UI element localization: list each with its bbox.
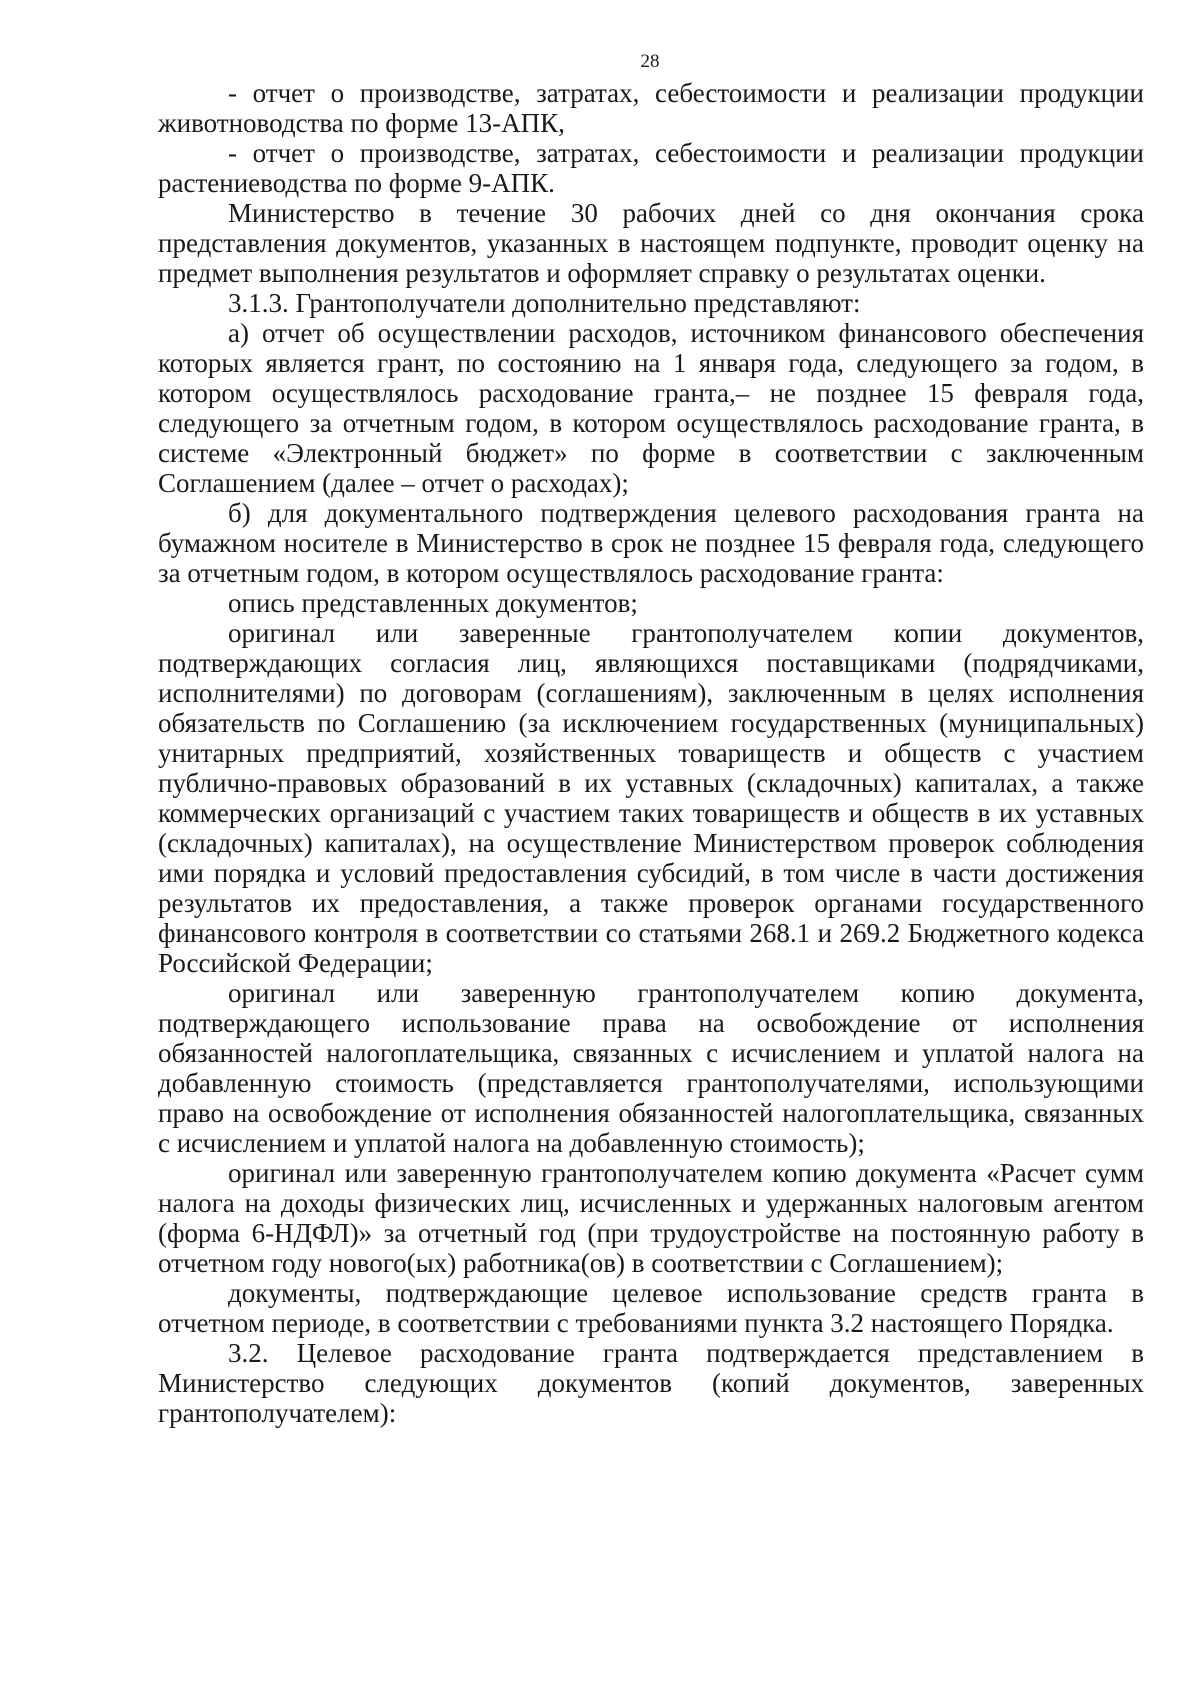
page-number: 28 (640, 51, 660, 72)
paragraph-target-use-documents: документы, подтверждающие целевое использование средств гранта в отчетном периоде, в соответствии с требованиями пункта 3.2 настоящего Порядка. (158, 1278, 1144, 1338)
paragraph-section-3-1-3: 3.1.3. Грантополучатели дополнительно представляют: (228, 288, 861, 318)
paragraph-livestock-report: - отчет о производстве, затратах, себестоимости и реализации продукции животноводства по форме 13-АПК, (158, 78, 1144, 138)
document-body (158, 78, 1144, 1428)
paragraph-supplier-consents: оригинал или заверенные грантополучателем копии документов, подтверждающих согласия лиц, являющихся поставщиками (подрядчиками, исполнителями) по договорам (соглашениям), заключенным в целях исполнения обязательств по Соглашению (за исключением государственных (муниципальных) унитарных предприятий, хозяйственных товариществ и обществ с участием публично-правовых образований в их уставных (складочных) капиталах, а также коммерческих организаций с участием таких товариществ и обществ в их уставных (складочных) капиталах), на осуществление Министерством проверок соблюдения ими порядка и условий предоставления субсидий, в том числе в части достижения результатов их предоставления, а также проверок органами государственного финансового контроля в соответствии со статьями 268.1 и 269.2 Бюджетного кодекса Российской Федерации; (158, 618, 1144, 978)
paragraph-inventory: опись представленных документов; (228, 588, 638, 618)
paragraph-ministry-evaluation: Министерство в течение 30 рабочих дней со дня окончания срока представления документов, указанных в настоящем подпункте, проводит оценку на предмет выполнения результатов и оформляет справку о результатах оценки. (158, 198, 1144, 288)
paragraph-section-3-2: 3.2. Целевое расходование гранта подтверждается представлением в Министерство следующих документов (копий документов, заверенных грантополучателем): (158, 1338, 1144, 1428)
paragraph-item-a: а) отчет об осуществлении расходов, источником финансового обеспечения которых является грант, по состоянию на 1 января года, следующего за годом, в котором осуществлялось расходование гранта,– не позднее 15 февраля года, следующего за отчетным годом, в котором осуществлялось расходование гранта, в системе «Электронный бюджет» по форме в соответствии с заключенным Соглашением (далее – отчет о расходах); (158, 318, 1144, 498)
paragraph-crop-report: - отчет о производстве, затратах, себестоимости и реализации продукции растениеводства по форме 9-АПК. (158, 138, 1144, 198)
paragraph-item-b: б) для документального подтверждения целевого расходования гранта на бумажном носителе в Министерство в срок не позднее 15 февраля года, следующего за отчетным годом, в котором осуществлялось расходование гранта: (158, 498, 1144, 588)
paragraph-6-ndfl: оригинал или заверенную грантополучателем копию документа «Расчет сумм налога на доходы физических лиц, исчисленных и удержанных налоговым агентом (форма 6-НДФЛ)» за отчетный год (при трудоустройстве на постоянную работу в отчетном году нового(ых) работника(ов) в соответствии с Соглашением); (158, 1158, 1144, 1278)
paragraph-vat-exemption: оригинал или заверенную грантополучателем копию документа, подтверждающего использование права на освобождение от исполнения обязанностей налогоплательщика, связанных с исчислением и уплатой налога на добавленную стоимость (представляется грантополучателями, использующими право на освобождение от исполнения обязанностей налогоплательщика, связанных с исчислением и уплатой налога на добавленную стоимость); (158, 978, 1144, 1158)
